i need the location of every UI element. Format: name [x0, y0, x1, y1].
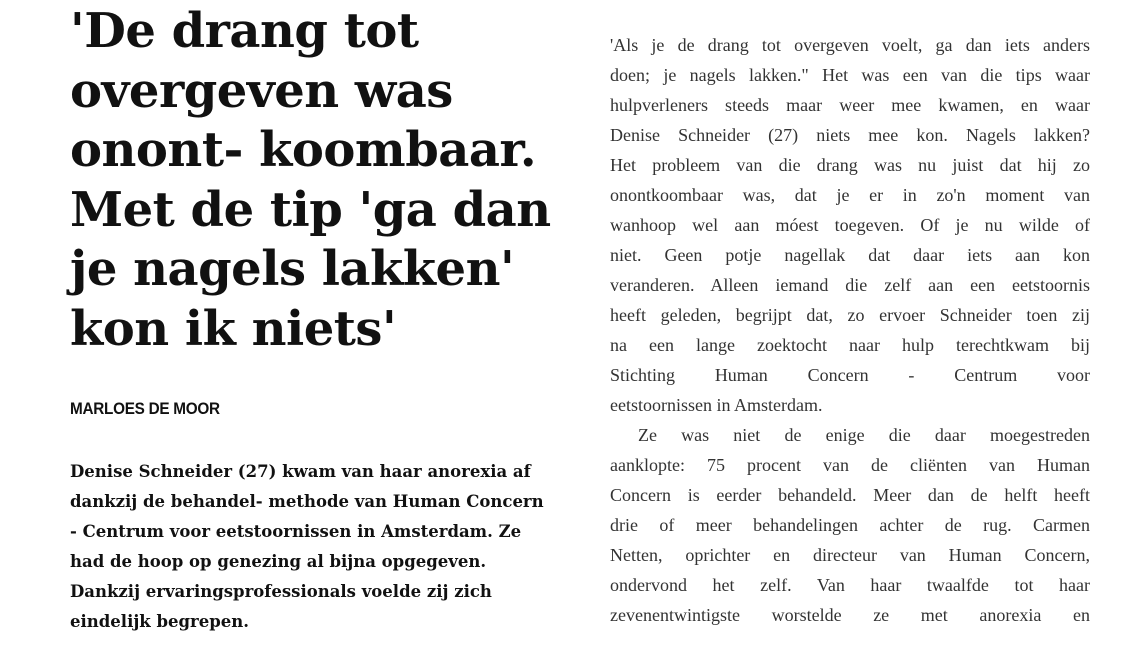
- lead-line: eindelijk begrepen.: [70, 612, 250, 631]
- headline: [70, 0, 560, 359]
- headline-line: overgeven was: [70, 62, 453, 119]
- headline-line: onont- koombaar.: [70, 122, 537, 178]
- headline-line: kon ik niets': [70, 300, 397, 357]
- body-line: na een lange zoektocht naar hulp terechtkwam bij: [610, 335, 1090, 355]
- body-line: doen; je nagels lakken." Het was een van die tips waar: [610, 65, 1090, 85]
- lead-line: Denise Schneider (27) kwam van haar anorexia af: [70, 462, 531, 481]
- body-paragraph-2: [610, 420, 1090, 630]
- body-line: Stichting Human Concern - Centrum voor: [610, 365, 1090, 385]
- headline-line: Met de tip 'ga dan: [70, 181, 551, 238]
- body-line: heeft geleden, begrijpt dat, zo ervoer Schneider toen zij: [610, 305, 1090, 325]
- lead-line: dankzij de behandel- methode van Human Concern: [70, 492, 544, 511]
- body-line: Denise Schneider (27) niets mee kon. Nagels lakken?: [610, 125, 1090, 145]
- lead-line: had de hoop op genezing al bijna opgegeven.: [70, 552, 487, 571]
- article-left-column: [70, 0, 560, 637]
- body-line: hulpverleners steeds maar weer mee kwamen, en waar: [610, 95, 1090, 115]
- body-line: niet. Geen potje nagellak dat daar iets aan kon: [610, 245, 1090, 265]
- article-body: [610, 30, 1090, 630]
- lead-paragraph: [70, 457, 560, 637]
- author-byline: MARLOES DE MOOR: [70, 399, 220, 418]
- body-line: 'Als je de drang tot overgeven voelt, ga dan iets anders: [610, 35, 1090, 55]
- body-line: Ze was niet de enige die daar moegestreden: [638, 425, 1090, 445]
- headline-line: je nagels lakken': [70, 241, 515, 297]
- body-line: aanklopte: 75 procent van de cliënten van Human: [610, 455, 1090, 475]
- body-line: veranderen. Alleen iemand die zelf aan een eetstoornis: [610, 275, 1090, 295]
- body-line: wanhoop wel aan móest toegeven. Of je nu wilde of: [610, 215, 1090, 235]
- body-line: eetstoornissen in Amsterdam.: [610, 395, 823, 415]
- body-line: zevenentwintigste worstelde ze met anorexia en: [610, 605, 1090, 625]
- lead-line: Dankzij ervaringsprofessionals voelde zij zich: [70, 582, 492, 601]
- headline-line: 'De drang tot: [70, 3, 419, 59]
- body-line: Het probleem van die drang was nu juist dat hij zo: [610, 155, 1090, 175]
- body-line: drie of meer behandelingen achter de rug. Carmen: [610, 515, 1090, 535]
- body-line: onontkoombaar was, dat je er in zo'n moment van: [610, 185, 1090, 205]
- body-line: Concern is eerder behandeld. Meer dan de helft heeft: [610, 485, 1090, 505]
- body-line: Netten, oprichter en directeur van Human Concern,: [610, 545, 1090, 565]
- lead-line: - Centrum voor eetstoornissen in Amsterdam. Ze: [70, 522, 522, 541]
- body-line: ondervond het zelf. Van haar twaalfde tot haar: [610, 575, 1090, 595]
- body-paragraph-1: [610, 30, 1090, 420]
